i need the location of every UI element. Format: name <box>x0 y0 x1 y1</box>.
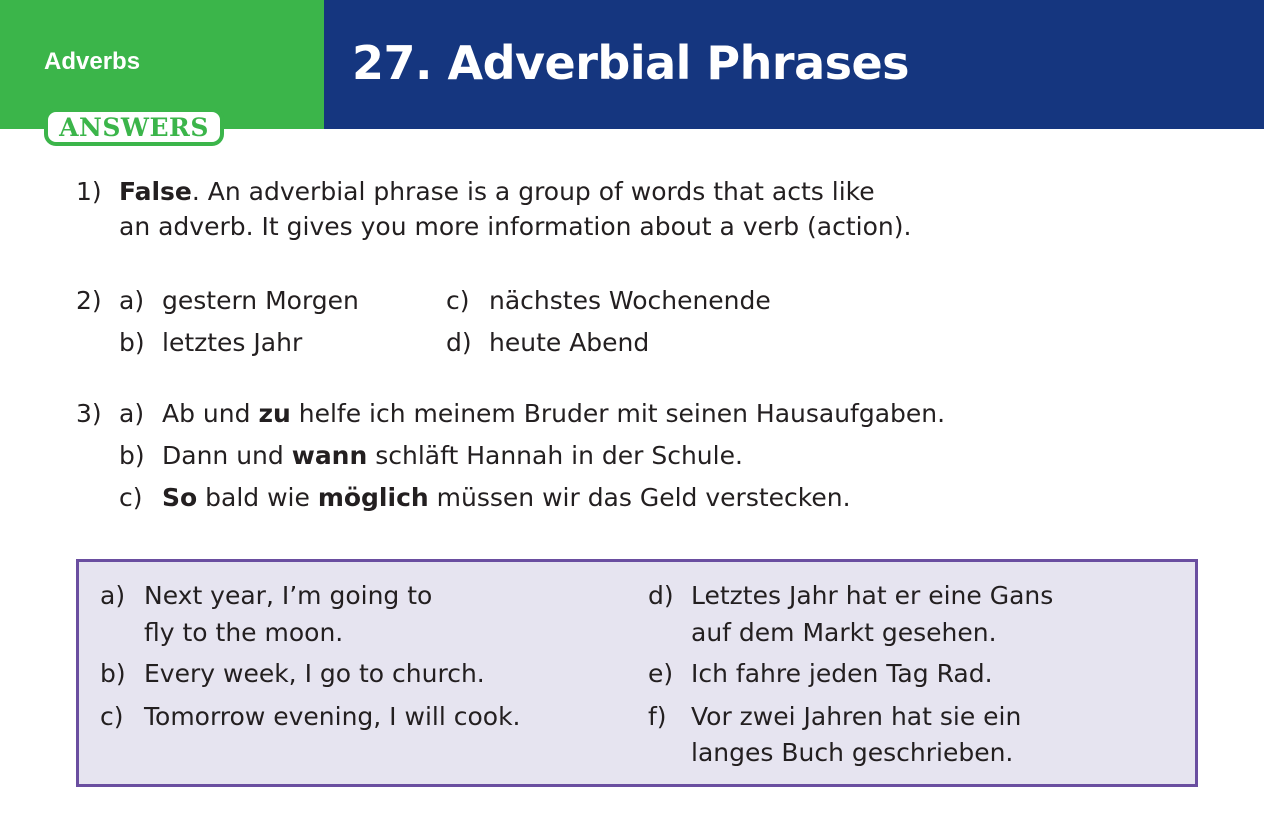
item-letter: a) <box>100 581 126 610</box>
item-text: gestern Morgen <box>162 286 359 315</box>
item-text: langes Buch geschrieben. <box>691 738 1014 767</box>
answer-line <box>119 179 875 204</box>
bold-word: So <box>162 483 198 512</box>
item-text: Next year, I’m going to <box>144 581 433 610</box>
text-part: Dann und <box>162 441 292 470</box>
item-text: Every week, I go to church. <box>144 659 485 688</box>
item-text: Vor zwei Jahren hat sie ein <box>691 702 1022 731</box>
question-number: 3) <box>76 399 102 428</box>
answer-line: an adverb. It gives you more information about a verb (action). <box>119 212 912 241</box>
bold-word: möglich <box>317 483 429 512</box>
item-text: fly to the moon. <box>144 618 344 647</box>
item-text: nächstes Wochenende <box>489 286 771 315</box>
item-letter: c) <box>119 483 143 512</box>
item-letter: e) <box>648 659 674 688</box>
answer-keyword: False <box>119 177 192 206</box>
item-letter: b) <box>100 659 126 688</box>
question-number: 2) <box>76 286 102 315</box>
item-text: heute Abend <box>489 328 650 357</box>
item-text: Ich fahre jeden Tag Rad. <box>691 659 993 688</box>
item-text: letztes Jahr <box>162 328 303 357</box>
question-number: 1) <box>76 177 102 206</box>
item-text <box>162 443 743 468</box>
text-part: schläft Hannah in der Schule. <box>367 441 743 470</box>
item-letter: c) <box>446 286 470 315</box>
item-letter: b) <box>119 328 145 357</box>
item-text: Tomorrow evening, I will cook. <box>144 702 521 731</box>
item-letter: c) <box>100 702 124 731</box>
item-letter: b) <box>119 441 145 470</box>
item-letter: d) <box>648 581 674 610</box>
answers-badge: ANSWERS <box>44 108 224 146</box>
item-letter: a) <box>119 286 145 315</box>
text-part: bald wie <box>197 483 318 512</box>
item-text <box>162 401 945 426</box>
item-text: Letztes Jahr hat er eine Gans <box>691 581 1054 610</box>
text-part: Ab und <box>162 399 259 428</box>
text-part: helfe ich meinem Bruder mit seinen Hausaufgaben. <box>290 399 946 428</box>
item-letter: a) <box>119 399 145 428</box>
item-text <box>162 485 851 510</box>
page-title: 27. Adverbial Phrases <box>352 36 910 90</box>
item-letter: d) <box>446 328 472 357</box>
item-letter: f) <box>648 702 667 731</box>
answer-text: . An adverbial phrase is a group of words that acts like <box>191 177 875 206</box>
item-text: auf dem Markt gesehen. <box>691 618 997 647</box>
section-label: Adverbs <box>44 48 141 75</box>
bold-word: zu <box>258 399 291 428</box>
text-part: müssen wir das Geld verstecken. <box>428 483 851 512</box>
bold-word: wann <box>291 441 368 470</box>
